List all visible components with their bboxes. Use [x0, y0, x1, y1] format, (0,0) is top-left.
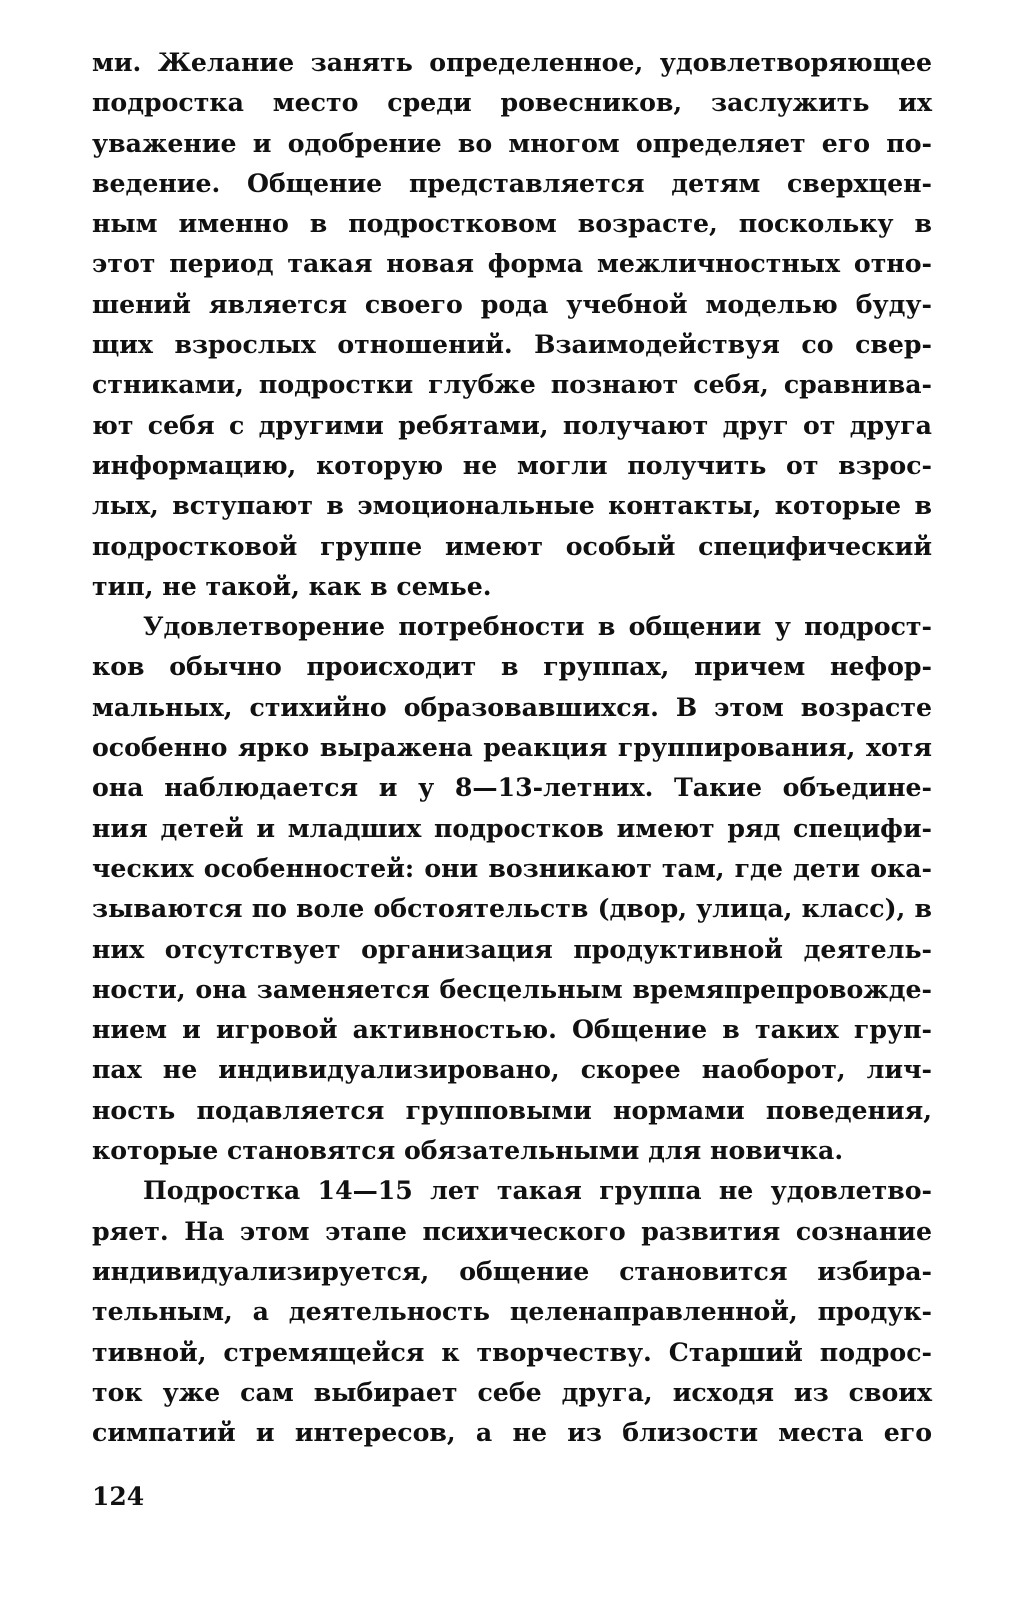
paragraph-start-line: Подростка 14—15 лет такая группа не удовлетво- [143, 1175, 932, 1206]
text-line: тип, не такой, как в семье. [92, 570, 492, 601]
text-line: ток уже сам выбирает себе друга, исходя из своих [92, 1376, 932, 1407]
text-line: информацию, которую не могли получить от взрос- [92, 449, 932, 480]
text-line: уважение и одобрение во многом определяет его по- [92, 127, 932, 158]
text-line: ряет. На этом этапе психического развития сознание [92, 1215, 932, 1246]
text-line: симпатий и интересов, а не из близости места его [92, 1417, 932, 1448]
text-line: ния детей и младших подростков имеют ряд специфи- [92, 812, 932, 843]
text-line: индивидуализируется, общение становится избира- [92, 1255, 932, 1286]
page-number: 124 [92, 1482, 145, 1511]
text-line: которые становятся обязательными для новичка. [92, 1135, 844, 1166]
text-line: нием и игровой активностью. Общение в таких груп- [92, 1014, 932, 1045]
body-text [92, 42, 932, 1452]
text-line: особенно ярко выражена реакция группирования, хотя [92, 732, 932, 763]
text-line: зываются по воле обстоятельств (двор, улица, класс), в [92, 893, 932, 924]
text-line: тельным, а деятельность целенаправленной, продук- [92, 1296, 932, 1327]
text-line: пах не индивидуализировано, скорее наоборот, лич- [92, 1054, 932, 1085]
text-line: стниками, подростки глубже познают себя, сравнива- [92, 369, 932, 400]
text-line: она наблюдается и у 8—13-летних. Такие объедине- [92, 772, 932, 803]
text-line: шений является своего рода учебной моделью буду- [92, 288, 932, 319]
text-line: ным именно в подростковом возрасте, поскольку в [92, 208, 932, 239]
text-line: ков обычно происходит в группах, причем нефор- [92, 651, 932, 682]
text-line: мальных, стихийно образовавшихся. В этом возрасте [92, 691, 932, 722]
text-line: тивной, стремящейся к творчеству. Старший подрос- [92, 1336, 932, 1367]
paragraph-start-line: Удовлетворение потребности в общении у подрост- [143, 611, 932, 642]
text-line: ют себя с другими ребятами, получают друг от друга [92, 409, 932, 440]
text-line: этот период такая новая форма межличностных отно- [92, 248, 932, 279]
text-line: ность подавляется групповыми нормами поведения, [92, 1094, 932, 1125]
text-line: подростка место среди ровесников, заслужить их [92, 87, 932, 118]
text-line: ческих особенностей: они возникают там, где дети ока- [92, 852, 932, 883]
text-line: ности, она заменяется бесцельным времяпрепровожде- [92, 973, 932, 1004]
text-line: щих взрослых отношений. Взаимодействуя со свер- [92, 329, 932, 360]
text-line: них отсутствует организация продуктивной деятель- [92, 933, 932, 964]
text-line: подростковой группе имеют особый специфический [92, 530, 932, 561]
text-line: ведение. Общение представляется детям сверхцен- [92, 167, 932, 198]
text-line: ми. Желание занять определенное, удовлетворяющее [92, 47, 932, 77]
text-line: лых, вступают в эмоциональные контакты, которые в [92, 490, 932, 521]
